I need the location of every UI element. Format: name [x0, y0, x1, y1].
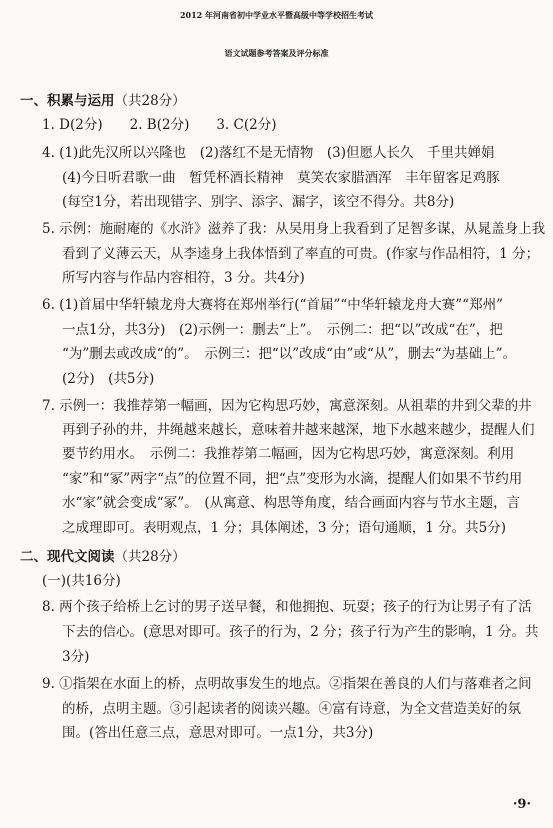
answer-q8-line: 3分) — [62, 649, 90, 665]
answer-q4-line: 4. (1)此先汉所以兴隆也 (2)落红不是无情物 (3)但愿人长久 千里共婵娟 — [42, 145, 495, 161]
exam-title: 2012 年河南省初中学业水平暨高级中等学校招生考试 — [179, 10, 374, 20]
answer-q7-line: 要节约用水。 示例二：我推荐第二幅画，因为它构思巧妙，寓意深刻。利用 — [62, 446, 515, 462]
section-2-points: （共28分） — [114, 549, 186, 565]
answer-q6-line: (2分) (共5分) — [62, 371, 155, 387]
answer-q7-line: 水“家”就会变成“冢”。 (从寓意、构思等角度，结合画面内容与节水主题，言 — [62, 495, 521, 511]
answer-q5-line: 所写内容与作品内容相符，3 分。共4分) — [62, 270, 305, 286]
answer-q9-line: 围。(答出任意三点，意思对即可。一点1分，共3分) — [62, 725, 374, 741]
answer-q7-line: “家”和“冢”两字“点”的位置不同，把“点”变形为水滴，提醒人们如果不节约用 — [62, 471, 523, 487]
section-1-points: （共28分） — [114, 93, 186, 109]
answer-q8-line: 8. 两个孩子给桥上乞讨的男子送早餐，和他拥抱、玩耍；孩子的行为让男子有了活 — [42, 599, 532, 615]
answer-q7-line: 再到子孙的井，井绳越来越长，意味着井越来越深，地下水越来越少，提醒人们 — [62, 422, 535, 438]
section-2-title: 二、现代文阅读 — [20, 549, 115, 565]
answer-q4-line: (每空1分，若出现错字、别字、添字、漏字，该空不得分。共8分) — [62, 194, 455, 210]
answer-q4-line: (4)今日听君歌一曲 暂凭杯酒长精神 莫笑农家腊酒浑 丰年留客足鸡豚 — [62, 170, 500, 186]
page-number: ·9· — [512, 797, 531, 812]
answer-q9-line: 的桥，点明主题。③引起读者的阅读兴趣。④富有诗意，为全文营造美好的氛 — [62, 701, 521, 717]
section-heading-1 — [20, 93, 186, 110]
answer-q9-line: 9. ①指架在水面上的桥，点明故事发生的地点。②指架在善良的人们与落难者之间 — [42, 676, 532, 692]
answer-q6-line: 6. (1)首届中华轩辕龙舟大赛将在郑州举行(“首届”“中华轩辕龙舟大赛”“郑州” — [42, 297, 503, 313]
answer-q5-line: 看到了义薄云天，从李逵身上我体悟到了率直的可贵。(作家与作品相符，1 分； — [62, 246, 540, 262]
answer-q6-line: 一点1分，共3分) (2)示例一：删去“上”。 示例二：把“以”改成“在”，把 — [62, 322, 503, 338]
document-title: 语文试题参考答案及评分标准 — [224, 48, 329, 58]
answer-q6-line: “为”删去或改成“的”。 示例三：把“以”改成“由”或“从”，删去“为基础上”。 — [62, 346, 517, 362]
answer-q7-line: 7. 示例一：我推荐第一幅画，因为它构思巧妙，寓意深刻。从祖辈的井到父辈的井 — [42, 398, 532, 414]
answer-q5-line: 5. 示例：施耐庵的《水浒》滋养了我：从吴用身上我看到了足智多谋，从晁盖身上我 — [42, 221, 546, 237]
answer-q7-line: 之成理即可。表明观点，1 分；具体阐述，3 分；语句通顺，1 分。共5分) — [62, 520, 506, 536]
section-1-title: 一、积累与运用 — [20, 93, 115, 109]
section-heading-2 — [20, 549, 186, 566]
part-heading: (一)(共16分) — [42, 573, 121, 589]
answer-q1-3: 1. D(2分) 2. B(2分) 3. C(2分) — [42, 117, 277, 133]
answer-q8-line: 下去的信心。(意思对即可。孩子的行为，2 分；孩子行为产生的影响，1 分。共 — [62, 624, 539, 640]
